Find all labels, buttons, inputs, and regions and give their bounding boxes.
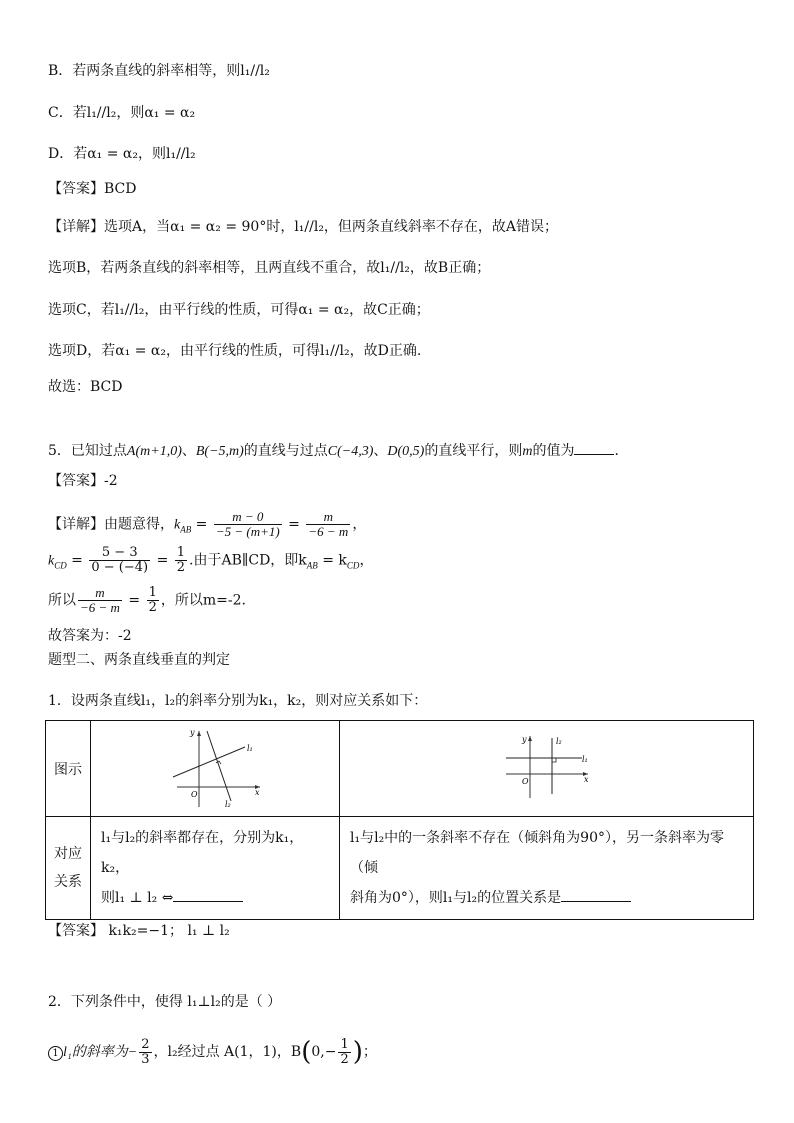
section2-q2: 2．下列条件中，使得 l₁⊥l₂的是（ ） <box>48 994 282 1010</box>
l1-label: l₁ <box>581 754 588 764</box>
choose-1: 故选：BCD <box>48 379 123 395</box>
origin-label: O <box>191 789 198 799</box>
q5-point-c: C(−4,3) <box>327 444 374 459</box>
so-end: ，所以m=-2. <box>160 592 246 609</box>
q5-detail-line3 <box>48 586 246 615</box>
origin-label: O <box>521 776 529 786</box>
comma: ， <box>352 516 367 533</box>
eq-sign: = <box>152 552 173 569</box>
so-text: 所以 <box>48 592 76 609</box>
q2-1-point-b-x: 0,− <box>311 1044 337 1060</box>
left-paren: ( <box>301 1037 312 1067</box>
line-l2 <box>207 731 231 801</box>
figure-1-graph <box>165 725 265 809</box>
k-ab: k <box>174 517 181 533</box>
q5-prefix: 5．已知过点 <box>48 443 127 459</box>
fraction-1 <box>214 510 282 539</box>
cell2-line-b: 斜角为0°），则l₁与l₂的位置关系是 <box>350 890 562 906</box>
q5-final: 故答案为：-2 <box>48 628 132 644</box>
q5-stem <box>48 442 628 461</box>
figure-1-cell <box>91 721 340 817</box>
table-head-figure: 图示 <box>46 721 91 817</box>
because-sub2: CD <box>346 560 360 571</box>
y-axis-arrow <box>197 731 201 736</box>
k-ab-sub: AB <box>180 524 192 535</box>
section2-answer: 【答案】 k₁k₂=−1； l₁ ⊥ l₂ <box>48 923 230 939</box>
option-d: D．若α₁ = α₂，则l₁//l₂ <box>48 146 196 162</box>
q5-mid: 的直线与过点 <box>243 443 328 459</box>
q5-sep1: 、 <box>181 443 196 459</box>
cell1-line-a: l₁与l₂的斜率都存在，分别为k₁，k₂， <box>101 830 304 876</box>
q5-suffix-b: 的值为 <box>532 443 575 459</box>
q5-detail-line1 <box>48 510 366 539</box>
frac4-den: 2 <box>176 560 186 575</box>
slope-den: 3 <box>141 1051 150 1067</box>
frac5-den: −6 − m <box>80 600 120 615</box>
frac6-den: 2 <box>148 600 157 615</box>
cell2-blank <box>561 889 631 902</box>
detail-4: 选项D，若α₁ = α₂，由平行线的性质，可得l₁//l₂，故D正确. <box>48 343 422 359</box>
q5-suffix-a: 的直线平行，则 <box>424 443 523 459</box>
q2-1-end: ； <box>362 1044 377 1060</box>
frac6-num: 1 <box>148 585 157 600</box>
x-label: x <box>255 787 260 797</box>
detail-3: 选项C，若l₁//l₂，由平行线的性质，可得α₁ = α₂，故C正确； <box>48 302 430 318</box>
section2-title: 题型二、两条直线垂直的判定 <box>48 652 230 668</box>
figure-2-graph <box>502 732 592 802</box>
relation-head-b: 关系 <box>54 874 82 890</box>
frac1-den: −5 − (m+1) <box>215 524 280 539</box>
k-cd-sub: CD <box>54 560 67 571</box>
frac5-num: m <box>78 586 122 601</box>
y-label: y <box>190 727 195 737</box>
q2-1-part-b: ，l₂经过点 A(1，1)，B <box>153 1044 302 1060</box>
frac3-den: 0 − (−4) <box>91 560 149 575</box>
cell1-blank <box>173 889 243 902</box>
cell1-line-b: 则l₁ ⊥ l₂ ⇔ <box>101 890 174 906</box>
frac1-num: m − 0 <box>214 510 282 525</box>
figure-2-cell <box>340 721 754 817</box>
eq-sign: = <box>283 516 305 533</box>
frac2-den: −6 − m <box>308 524 349 539</box>
eq-sign: = <box>66 552 88 569</box>
table-head-relation <box>46 817 91 920</box>
q2-option-1 <box>48 1034 377 1071</box>
q2-1-part-a: l₁的斜率为− <box>63 1045 138 1060</box>
detail-1: 【详解】选项A，当α₁ = α₂ = 90°时，l₁//l₂，但两条直线斜率不存在，故A错误； <box>48 219 559 235</box>
y-axis-arrow <box>528 736 532 741</box>
option-b: B．若两条直线的斜率相等，则l₁//l₂ <box>48 63 270 79</box>
circled-number-1: 1 <box>48 1046 63 1061</box>
q5-answer-blank <box>574 442 614 455</box>
cell2-line-a: l₁与l₂中的一条斜率不存在（倾斜角为90°），另一条斜率为零（倾 <box>350 830 724 876</box>
frac2-num: m <box>306 510 350 525</box>
point-num: 1 <box>340 1036 349 1052</box>
line-l1 <box>173 747 245 777</box>
because-sub1: AB <box>306 560 318 571</box>
point-den: 2 <box>340 1051 349 1067</box>
relation-head-a: 对应 <box>54 846 82 862</box>
answer-1: 【答案】BCD <box>48 181 137 197</box>
eq-sign: = <box>191 516 212 533</box>
right-angle-mark <box>552 758 556 762</box>
relation-cell-2 <box>340 817 754 920</box>
frac3-num: 5 − 3 <box>89 546 150 561</box>
relation-cell-1 <box>91 817 340 920</box>
fraction-6 <box>147 586 159 615</box>
q5-m: m <box>522 444 533 459</box>
q5-detail-label: 【详解】由题意得， <box>48 516 174 533</box>
fraction-3 <box>89 546 150 575</box>
eq-sign: = <box>123 592 145 609</box>
k-cd: k <box>48 553 55 569</box>
q5-end: ． <box>614 443 629 459</box>
l2-label: l₂ <box>555 736 562 746</box>
fraction-slope <box>139 1038 151 1067</box>
y-label: y <box>521 734 527 744</box>
right-paren: ) <box>352 1037 363 1067</box>
because-text: .由于AB∥CD，即k <box>189 552 307 569</box>
q5-point-d: D(0,5) <box>387 444 425 459</box>
slope-num: 2 <box>141 1036 150 1052</box>
x-label: x <box>583 774 589 784</box>
fraction-2 <box>306 510 350 539</box>
frac4-num: 1 <box>176 545 186 560</box>
l1-label: l₁ <box>247 743 253 753</box>
fraction-5 <box>78 586 122 615</box>
q5-point-a: A(m+1,0) <box>126 444 182 459</box>
fraction-4 <box>175 546 187 575</box>
section2-q1: 1．设两条直线l₁，l₂的斜率分别为k₁，k₂，则对应关系如下： <box>48 693 428 709</box>
q5-sep2: 、 <box>373 443 388 459</box>
l2-label: l₂ <box>225 799 231 809</box>
because-end: ， <box>359 552 374 569</box>
q5-answer: 【答案】-2 <box>48 473 118 489</box>
detail-2: 选项B，若两条直线的斜率相等，且两直线不重合，故l₁//l₂，故B正确； <box>48 260 491 276</box>
fraction-point <box>338 1038 350 1067</box>
relation-table <box>45 720 754 920</box>
q5-point-b: B(−5,m) <box>195 444 244 459</box>
q5-detail-line2 <box>48 546 373 575</box>
because-mid: = k <box>317 552 347 569</box>
option-c: C．若l₁//l₂，则α₁ = α₂ <box>48 105 196 121</box>
